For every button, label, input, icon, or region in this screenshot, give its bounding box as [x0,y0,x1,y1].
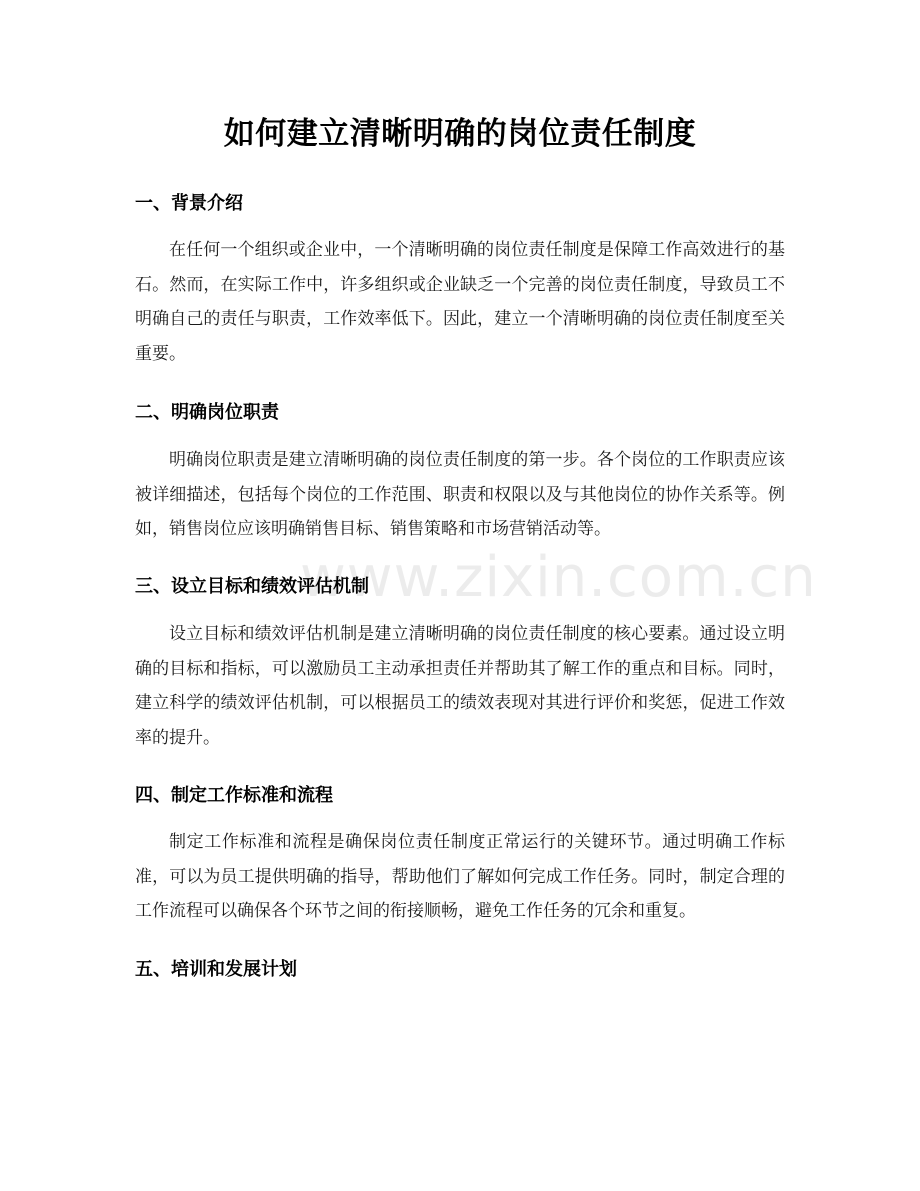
section-body-job-duties: 明确岗位职责是建立清晰明确的岗位责任制度的第一步。各个岗位的工作职责应该被详细描述，包括每个岗位的工作范围、职责和权限以及与其他岗位的协作关系等。例如，销售岗位应该明确销售目标、销售策略和市场营销活动等。 [135,450,785,539]
section-heading-background: 一、背景介绍 [135,193,243,214]
section-body-goals-evaluation: 设立目标和绩效评估机制是建立清晰明确的岗位责任制度的核心要素。通过设立明确的目标和指标，可以激励员工主动承担责任并帮助其了解工作的重点和目标。同时，建立科学的绩效评估机制，可以根据员工的绩效表现对其进行评价和奖惩，促进工作效率的提升。 [135,624,785,748]
section-heading-goals-evaluation: 三、设立目标和绩效评估机制 [135,576,369,597]
section-body-standards-process: 制定工作标准和流程是确保岗位责任制度正常运行的关键环节。通过明确工作标准，可以为员工提供明确的指导，帮助他们了解如何完成工作任务。同时，制定合理的工作流程可以确保各个环节之间的衔接顺畅，避免工作任务的冗余和重复。 [135,832,785,921]
watermark: www.zixin.com.cn [300,545,817,610]
section-heading-training: 五、培训和发展计划 [135,959,297,980]
page-title: 如何建立清晰明确的岗位责任制度 [223,116,697,152]
section-heading-job-duties: 二、明确岗位职责 [135,402,279,423]
section-body-background: 在任何一个组织或企业中，一个清晰明确的岗位责任制度是保障工作高效进行的基石。然而，在实际工作中，许多组织或企业缺乏一个完善的岗位责任制度，导致员工不明确自己的责任与职责，工作效率低下。因此，建立一个清晰明确的岗位责任制度至关重要。 [135,240,785,364]
section-heading-standards-process: 四、制定工作标准和流程 [135,785,333,806]
